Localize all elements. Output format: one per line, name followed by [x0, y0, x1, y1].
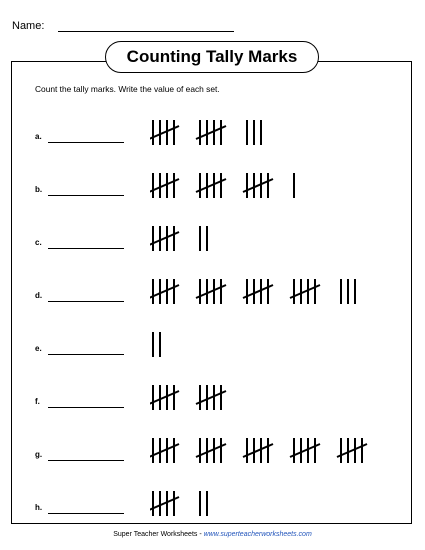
tally-set: [150, 330, 420, 364]
tally-group: [243, 438, 273, 463]
tally-group: [196, 120, 226, 145]
tally-group: [337, 438, 367, 463]
problem-label: e.: [35, 344, 42, 353]
tally-group: [153, 332, 160, 357]
footer-link[interactable]: www.superteacherworksheets.com: [203, 531, 312, 538]
problem-row: [0, 383, 425, 417]
problem-label: a.: [35, 132, 42, 141]
tally-group: [243, 173, 273, 198]
tally-set: [150, 224, 420, 258]
problem-row: [0, 171, 425, 205]
answer-line[interactable]: [48, 142, 124, 143]
problem-label: b.: [35, 185, 43, 194]
problem-label: h.: [35, 503, 43, 512]
problem-row: [0, 277, 425, 311]
tally-set: [150, 118, 420, 152]
tally-set: [150, 489, 420, 523]
tally-group: [150, 438, 179, 463]
worksheet-title: Counting Tally Marks: [105, 41, 319, 73]
tally-set: [150, 277, 420, 311]
problem-row: [0, 224, 425, 258]
problem-row: [0, 436, 425, 470]
tally-group: [243, 279, 273, 304]
problem-label: c.: [35, 238, 42, 247]
tally-group: [196, 438, 226, 463]
problem-label: f.: [35, 397, 40, 406]
tally-group: [200, 226, 207, 251]
tally-group: [150, 120, 179, 145]
problem-row: [0, 118, 425, 152]
tally-group: [150, 491, 179, 516]
answer-line[interactable]: [48, 354, 124, 355]
tally-group: [196, 279, 226, 304]
problem-row: [0, 489, 425, 523]
footer-text: Super Teacher Worksheets -: [113, 531, 204, 538]
name-label: Name:: [12, 20, 45, 32]
footer: [0, 531, 425, 538]
tally-group: [247, 120, 261, 145]
answer-line[interactable]: [48, 195, 124, 196]
tally-group: [290, 438, 320, 463]
tally-group: [200, 491, 207, 516]
tally-group: [150, 385, 179, 410]
tally-set: [150, 171, 420, 205]
tally-group: [196, 385, 226, 410]
problem-label: d.: [35, 291, 43, 300]
answer-line[interactable]: [48, 407, 124, 408]
tally-group: [196, 173, 226, 198]
answer-line[interactable]: [48, 460, 124, 461]
answer-line[interactable]: [48, 513, 124, 514]
problem-label: g.: [35, 450, 43, 459]
tally-set: [150, 436, 420, 470]
tally-group: [290, 279, 320, 304]
instructions: Count the tally marks. Write the value of each set.: [35, 84, 220, 94]
tally-set: [150, 383, 420, 417]
problem-row: [0, 330, 425, 364]
tally-group: [341, 279, 355, 304]
tally-group: [150, 279, 179, 304]
tally-group: [150, 173, 179, 198]
answer-line[interactable]: [48, 248, 124, 249]
answer-line[interactable]: [48, 301, 124, 302]
name-field-line[interactable]: [58, 31, 234, 32]
tally-group: [150, 226, 179, 251]
